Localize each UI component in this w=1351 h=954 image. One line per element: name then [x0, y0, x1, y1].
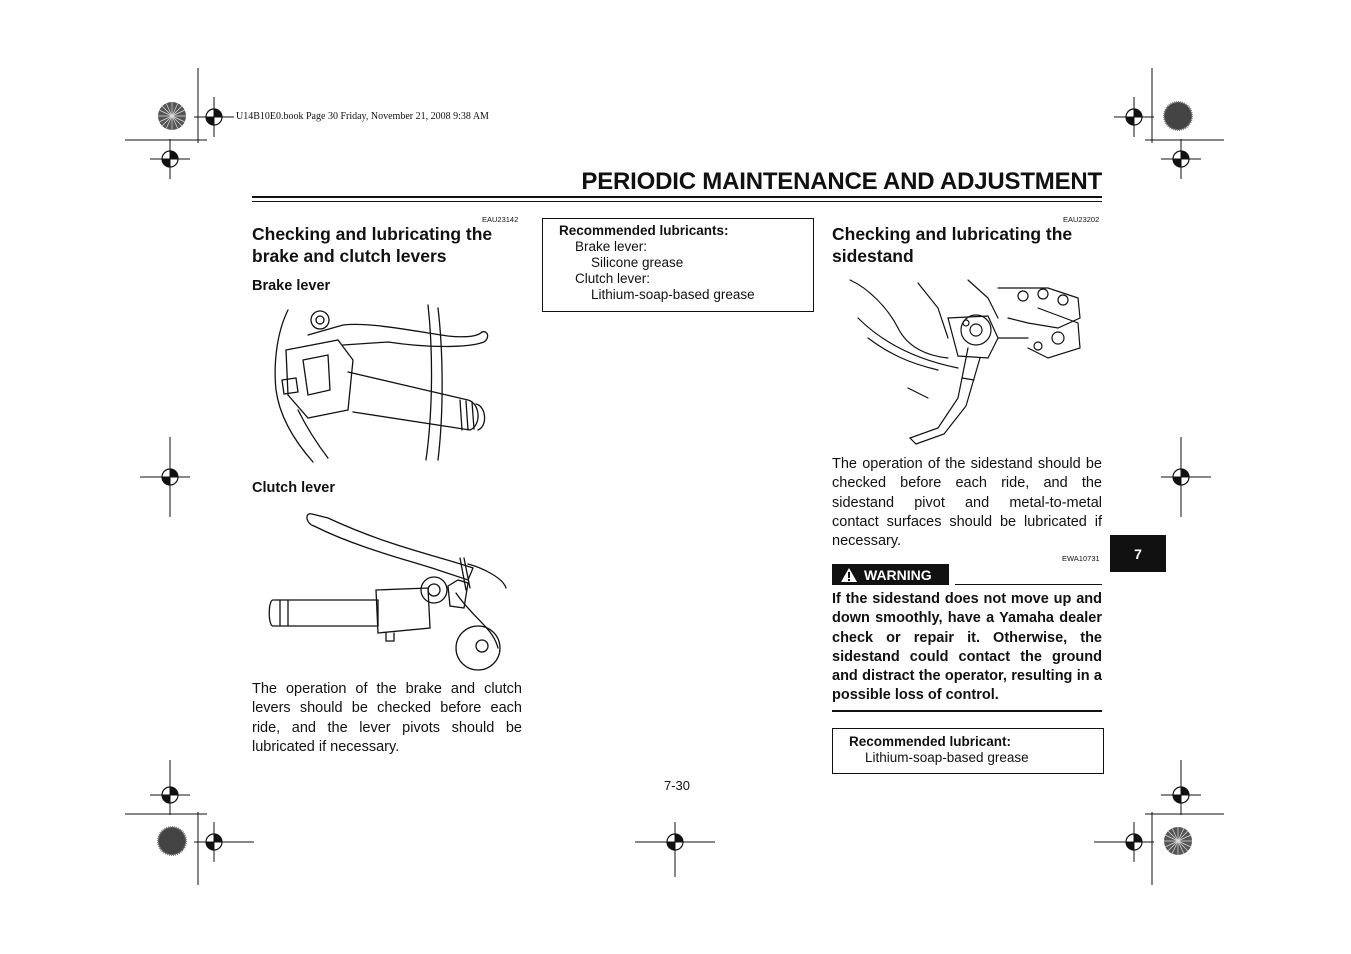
brake-lever-label: Brake lever [252, 278, 331, 294]
brake-value: Silicone grease [591, 255, 684, 270]
color-target-icon [1163, 826, 1193, 856]
warning-text: If the sidestand does not move up and down smoothly, have a Yamaha dealer check or repair it. Otherwise, the sidestand could contact the ground and distract the operator, resulting in a possible loss of control. [832, 591, 1102, 704]
warning-end-rule [832, 710, 1102, 712]
section-code: EAU23202 [1063, 215, 1100, 224]
brake-lever-illustration [268, 300, 498, 465]
chapter-tab: 7 [1110, 535, 1166, 572]
lubricant-value: Lithium-soap-based grease [865, 750, 1029, 765]
section-heading: Checking and lubricating the sidestand [832, 224, 1073, 266]
registration-mark-icon [194, 822, 234, 862]
registration-mark-icon [194, 97, 234, 137]
registration-mark-icon [1161, 775, 1201, 815]
clutch-value: Lithium-soap-based grease [591, 287, 755, 302]
lubricant-box-title: Recommended lubricant: [849, 734, 1012, 749]
header-rule-thin [252, 201, 1102, 202]
clutch-lever-label: Clutch lever [252, 480, 335, 496]
clutch-lever-illustration [268, 508, 508, 673]
registration-mark-icon [150, 775, 190, 815]
registration-mark-icon [1114, 822, 1154, 862]
warning-rule [955, 584, 1102, 585]
recommended-lubricants-box [542, 218, 814, 312]
left-paragraph: The operation of the brake and clutch levers should be checked before each ride, and the lever pivots should be lubricated if necessary. [252, 681, 522, 755]
page-number: 7-30 [663, 778, 691, 793]
sidestand-illustration [848, 278, 1088, 448]
warning-badge [832, 564, 949, 585]
section-code: EAU23142 [482, 215, 519, 224]
right-paragraph: The operation of the sidestand should be checked before each ride, and the sidestand pivot and metal-to-metal contact surfaces should be lubricated if necessary. [832, 456, 1102, 550]
registration-mark-icon [150, 139, 190, 179]
color-target-icon [157, 101, 187, 131]
registration-mark-icon [1114, 97, 1154, 137]
warning-triangle-icon [840, 567, 858, 583]
chapter-title: PERIODIC MAINTENANCE AND ADJUSTMENT [581, 168, 1102, 195]
clutch-item: Clutch lever: [575, 271, 651, 286]
brake-item: Brake lever: [575, 239, 648, 254]
color-target-icon [157, 826, 187, 856]
header-rule [252, 196, 1102, 198]
lubricants-box-title: Recommended lubricants: [559, 223, 729, 238]
registration-mark-icon [1161, 139, 1201, 179]
color-target-icon [1163, 101, 1193, 131]
warning-label: WARNING [864, 566, 932, 583]
recommended-lubricant-box [832, 728, 1104, 774]
warning-code: EWA10731 [1062, 554, 1100, 563]
registration-mark-icon [1161, 457, 1201, 497]
registration-mark-icon [150, 457, 190, 497]
registration-mark-icon [655, 822, 695, 862]
section-heading: Checking and lubricating the brake and clutch levers [252, 224, 493, 266]
book-info-line: U14B10E0.book Page 30 Friday, November 21, 2008 9:38 AM [236, 111, 489, 122]
